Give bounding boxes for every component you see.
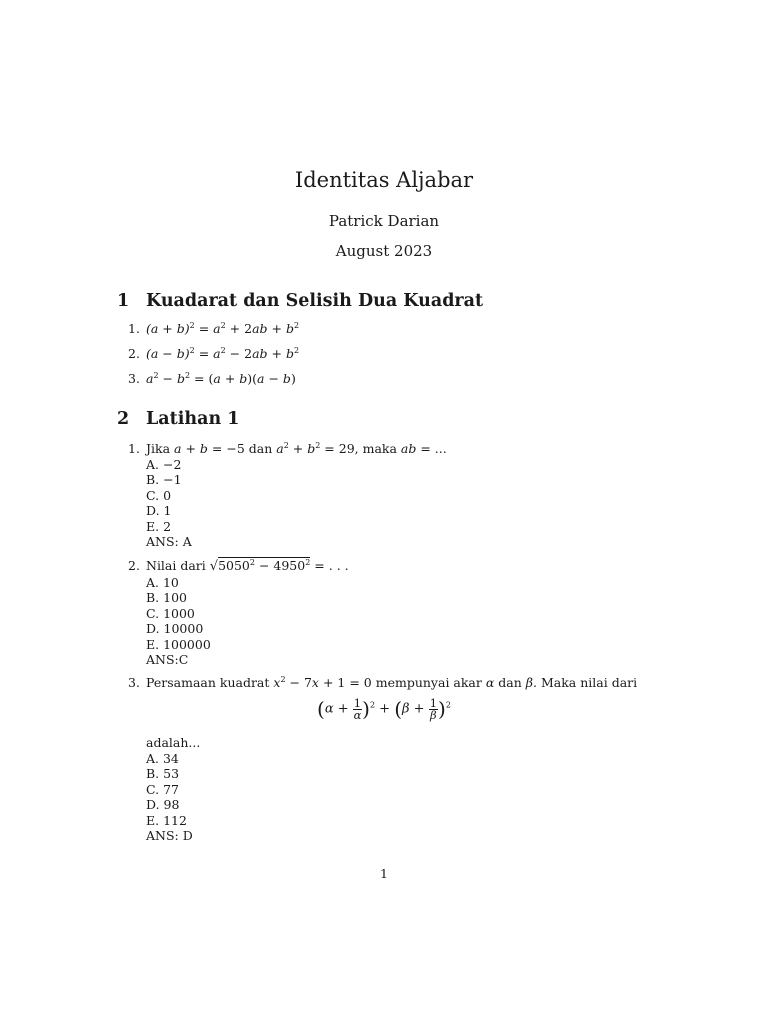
option-d: D. 10000 xyxy=(146,621,204,636)
option-e: E. 112 xyxy=(146,812,187,828)
item-number: 3. xyxy=(128,371,140,386)
document-date: August 2023 xyxy=(335,242,433,260)
answer: ANS:C xyxy=(146,652,189,667)
item-number: 2. xyxy=(128,346,140,361)
document-author: Patrick Darian xyxy=(328,212,440,230)
identity-formula: $(a + b)^2 = a^2 + 2ab + b^2$ xyxy=(146,321,300,336)
question-body xyxy=(146,441,447,550)
option-a: A. −2 xyxy=(146,456,182,472)
option-c: C. 0 xyxy=(146,487,172,503)
section-title: Latihan 1 xyxy=(146,409,240,429)
display-equation: (α + $\frac{1}{\alpha}$ )$^2$ + (β + $\frac{1}{\beta}$ )$^2$ xyxy=(317,695,451,722)
question-number: 1. xyxy=(128,441,140,456)
question-prompt: Nilai dari $√5050^2 - 4950^2$ = . . . xyxy=(146,558,349,574)
option-e: E. 2 xyxy=(146,518,172,534)
section-number: 1 xyxy=(117,291,130,311)
square-root: $√5050^2 - 4950^2$ xyxy=(209,558,311,574)
question-number: 3. xyxy=(128,675,140,690)
question-body xyxy=(146,558,349,668)
option-d: D. 98 xyxy=(146,797,180,812)
followup-text: adalah... xyxy=(146,735,201,750)
option-d: D. 1 xyxy=(146,503,172,518)
option-a: A. 34 xyxy=(146,750,179,766)
answer: ANS: A xyxy=(146,534,192,549)
question-prompt: Persamaan kuadrat $x^2 - 7x + 1 = 0$ mempunyai akar α dan β. Maka nilai dari xyxy=(146,675,638,690)
section-heading-1 xyxy=(117,291,483,311)
section-heading-2 xyxy=(117,409,239,429)
question-body xyxy=(146,735,200,844)
item-number: 1. xyxy=(128,321,140,336)
identity-formula: $a^2 - b^2 = (a + b)(a - b)$ xyxy=(146,371,296,386)
section-title: Kuadarat dan Selisih Dua Kuadrat xyxy=(146,291,484,311)
question-number: 2. xyxy=(128,558,140,573)
page-number: 1 xyxy=(380,866,388,881)
document-title: Identitas Aljabar xyxy=(294,168,474,192)
question-prompt: Jika a + b = −5 dan $a^2 + b^2 = 29$, maka ab = ... xyxy=(146,441,447,456)
option-a: A. 10 xyxy=(146,574,179,590)
option-b: B. 53 xyxy=(146,766,180,781)
answer: ANS: D xyxy=(146,828,193,843)
section-number: 2 xyxy=(117,409,130,429)
option-b: B. 100 xyxy=(146,590,187,605)
option-c: C. 1000 xyxy=(146,605,195,621)
option-e: E. 100000 xyxy=(146,636,211,652)
question-body xyxy=(146,675,637,691)
option-b: B. −1 xyxy=(146,472,182,487)
option-c: C. 77 xyxy=(146,781,179,797)
identity-formula: $(a - b)^2 = a^2 - 2ab + b^2$ xyxy=(146,346,300,361)
